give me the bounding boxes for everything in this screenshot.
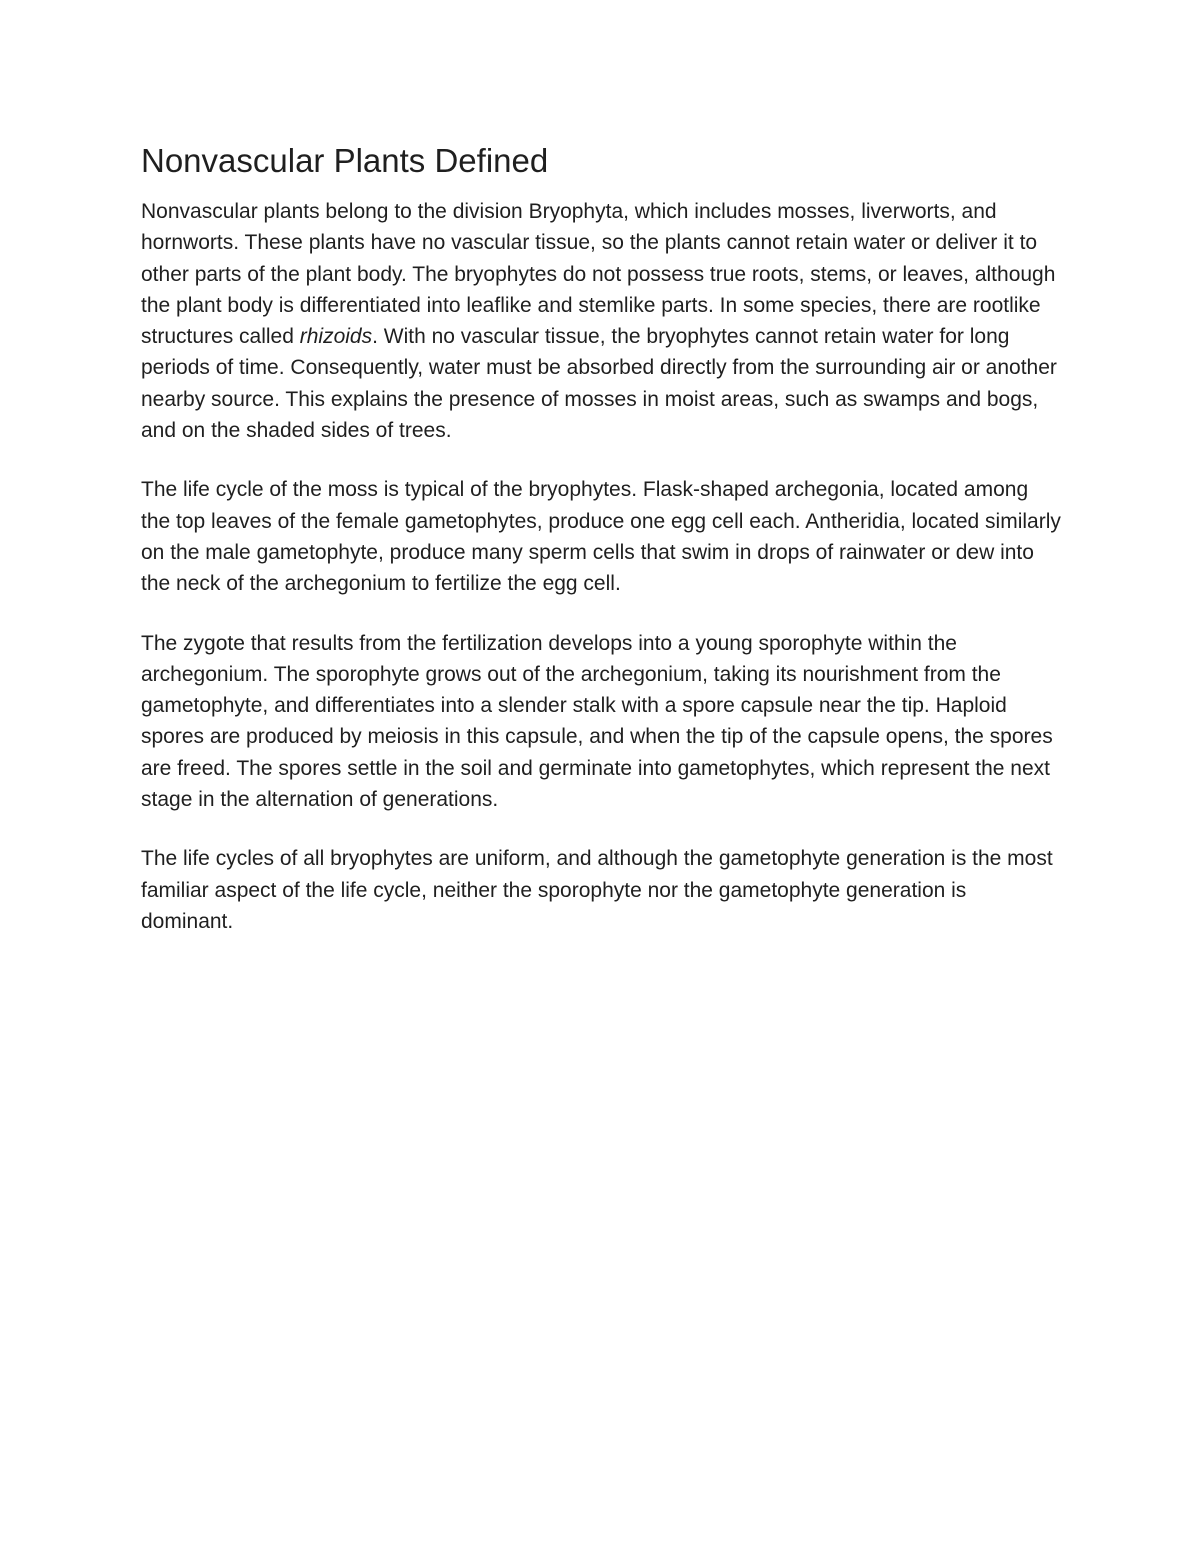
paragraph-definition-text-end: . With no vascular tissue, the bryophytes cannot retain water for long periods of time. Consequently, water must be absorbed directly from the surrounding air or another nearby source. This explains the presence of mosses in moist areas, such as swamps and bogs, and on the shaded sides of trees.: [141, 325, 1057, 443]
paragraph-moss-life-cycle: The life cycle of the moss is typical of the bryophytes. Flask-shaped archegonia, located among the top leaves of the female gametophytes, produce one egg cell each. Antheridia, located similarly on the male gametophyte, produce many sperm cells that swim in drops of rainwater or dew into the neck of the archegonium to fertilize the egg cell.: [141, 478, 1061, 596]
paragraph-uniform-life-cycles: The life cycles of all bryophytes are uniform, and although the gametophyte generation is the most familiar aspect of the life cycle, neither the sporophyte nor the gametophyte generation is dominant.: [141, 847, 1053, 933]
paragraph-definition-text-start: Nonvascular plants belong to the division Bryophyta, which includes mosses, liverworts, and hornworts. These plants have no vascular tissue, so the plants cannot retain water or deliver it to other parts of the plant body. The bryophytes do not possess true roots, stems, or leaves, although the plant body is differentiated into leaflike and stemlike parts. In some species, there are rootlike structures called: [141, 200, 1056, 349]
document-page: [141, 138, 1063, 965]
paragraph-zygote-sporophyte: The zygote that results from the fertilization develops into a young sporophyte within the archegonium. The sporophyte grows out of the archegonium, taking its nourishment from the gametophyte, and differentiates into a slender stalk with a spore capsule near the tip. Haploid spores are produced by meiosis in this capsule, and when the tip of the capsule opens, the spores are freed. The spores settle in the soil and germinate into gametophytes, which represent the next stage in the alternation of generations.: [141, 631, 1053, 812]
paragraph-definition: [141, 196, 1063, 446]
rhizoids-term: rhizoids: [299, 325, 373, 349]
document-title: Nonvascular Plants Defined: [141, 142, 549, 179]
